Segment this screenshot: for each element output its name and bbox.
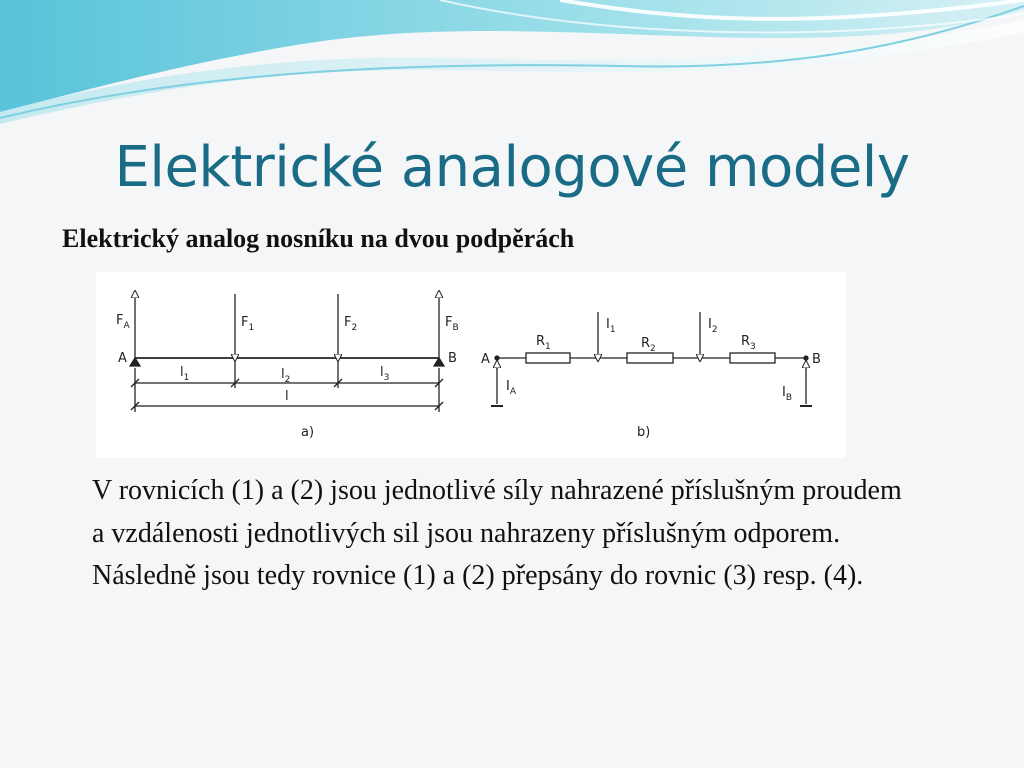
label-node-a: A bbox=[481, 352, 490, 367]
label-f1: $F_1$ bbox=[241, 315, 255, 333]
label-support-b: B bbox=[448, 351, 457, 366]
label-fa: $F_A$ bbox=[116, 313, 130, 331]
label-r2: $R_2$ bbox=[641, 336, 656, 354]
label-l2: $l_2$ bbox=[281, 367, 291, 385]
slide-subtitle: Elektrický analog nosníku na dvou podpěrách bbox=[62, 224, 575, 253]
label-f2: $F_2$ bbox=[344, 315, 358, 333]
slide-title: Elektrické analogové modely bbox=[114, 135, 910, 200]
circuit-diagram bbox=[491, 312, 812, 406]
body-paragraph: V rovnicích (1) a (2) jsou jednotlivé síly nahrazené příslušným proudem a vzdálenosti jednotlivých sil jsou nahrazeny příslušným odporem. Následně jsou tedy rovnice (1) a (2) přepsány do rovnic (3) resp. (4). bbox=[92, 475, 902, 591]
label-l1: $l_1$ bbox=[180, 365, 190, 383]
label-r1: $R_1$ bbox=[536, 334, 551, 352]
resistor-r3 bbox=[730, 353, 775, 363]
support-b-triangle bbox=[434, 358, 444, 366]
label-r3: $R_3$ bbox=[741, 334, 756, 352]
label-ib: $I_B$ bbox=[782, 385, 793, 403]
resistor-r1 bbox=[526, 353, 570, 363]
resistor-r2 bbox=[627, 353, 673, 363]
label-node-b: B bbox=[812, 352, 821, 367]
beam-analog-figure bbox=[96, 272, 846, 458]
caption-b: b) bbox=[637, 425, 651, 440]
label-l-total: l bbox=[285, 389, 289, 404]
label-ia: $I_A$ bbox=[506, 379, 517, 397]
label-i2: $I_2$ bbox=[708, 317, 718, 335]
label-fb: $F_B$ bbox=[445, 315, 459, 333]
label-i1: $I_1$ bbox=[606, 317, 616, 335]
label-l3: $l_3$ bbox=[380, 365, 390, 383]
label-support-a: A bbox=[118, 351, 127, 366]
caption-a: a) bbox=[301, 425, 315, 440]
header-wave-decoration bbox=[0, 0, 1024, 130]
support-a-triangle bbox=[130, 358, 140, 366]
